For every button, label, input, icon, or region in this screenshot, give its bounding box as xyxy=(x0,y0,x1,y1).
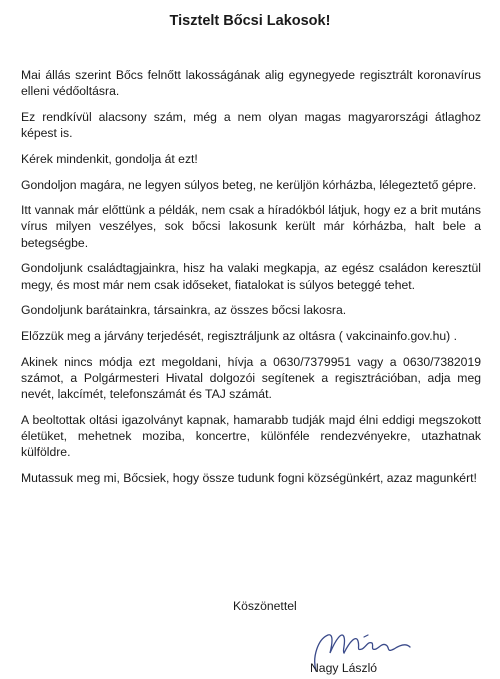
paragraph: Gondoljon magára, ne legyen súlyos beteg, ne kerüljön kórházba, lélegeztető gépre. xyxy=(21,177,477,192)
paragraph: Előzzük meg a járvány terjedését, regisztráljunk az oltásra ( vakcinainfo.gov.hu) . xyxy=(21,328,458,343)
paragraph: Ez rendkívül alacsony szám, még a nem olyan magas magyarországi átlaghoz képest is. xyxy=(21,109,481,141)
paragraph: A beoltottak oltási igazolványt kapnak, hamarabb tudják majd élni eddigi megszokott életüket, mehetnek moziba, koncertre, különféle rendezvényekre, utazhatnak külföldre. xyxy=(21,412,481,460)
paragraph: Itt vannak már előttünk a példák, nem csak a híradókból látjuk, hogy ez a brit mutáns vírus milyen veszélyes, sok bőcsi lakosunk került már kórházba, halt bele a betegségbe. xyxy=(21,203,481,250)
closing-text: Köszönettel xyxy=(233,599,297,613)
paragraph: Gondoljunk családtagjainkra, hisz ha valaki megkapja, az egész családon keresztül megy, és most már nem csak időseket, fiatalokat is súlyos beteggé tehet. xyxy=(21,261,481,292)
paragraph: Akinek nincs módja ezt megoldani, hívja a 0630/7379951 vagy a 0630/7382019 számot, a Polgármesteri Hivatal dolgozói segítenek a regisztrációban, adja meg nevét, lakcímét, telefonszámát és TAJ számát. xyxy=(21,354,481,402)
letter-title: Tisztelt Bőcsi Lakosok! xyxy=(169,13,331,29)
letter-body xyxy=(21,67,481,496)
paragraph: Gondoljunk barátainkra, társainkra, az összes bőcsi lakosra. xyxy=(21,303,347,318)
paragraph: Mai állás szerint Bőcs felnőtt lakosságának alig egynegyede regisztrált koronavírus elleni védőoltásra. xyxy=(21,68,481,99)
paragraph: Kérek mindenkit, gondolja át ezt! xyxy=(21,151,198,166)
paragraph: Mutassuk meg mi, Bőcsiek, hogy össze tudunk fogni községünkért, azaz magunkért! xyxy=(21,470,477,485)
signer-name: Nagy László xyxy=(310,661,378,675)
